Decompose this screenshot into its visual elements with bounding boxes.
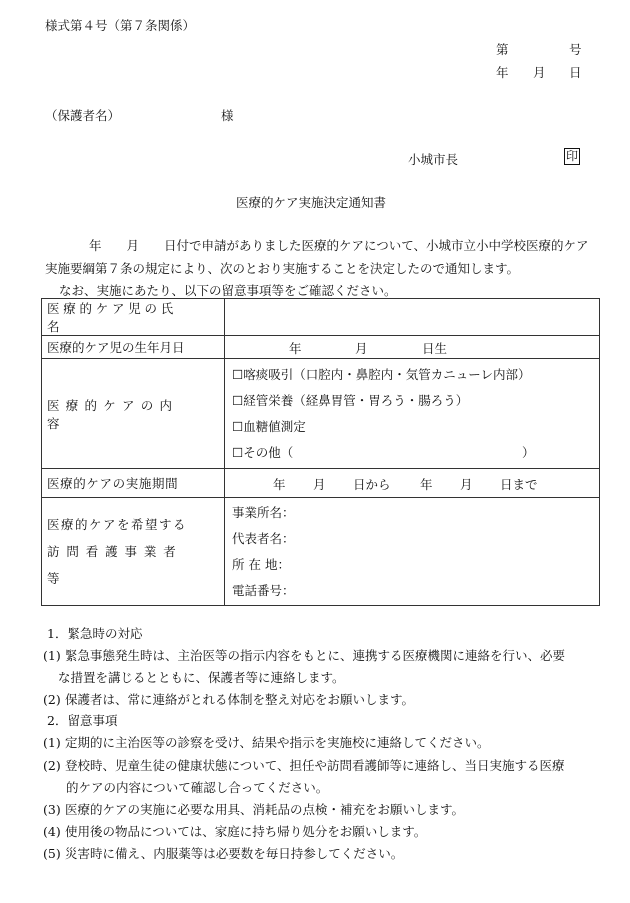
nurse-label-line-1: 医療的ケアを希望する	[47, 517, 188, 532]
name-label: 医療的ケア児の氏名	[47, 301, 178, 334]
section-2-item-2-line-2: 的ケアの内容について確認し合ってください。	[66, 780, 329, 795]
section-1-item-1-number: (1)	[43, 648, 61, 663]
content-item-other-close: ）	[522, 444, 535, 460]
date-day: 日	[569, 65, 582, 80]
period-year-2: 年	[420, 477, 433, 492]
content-label-cell	[42, 359, 225, 469]
period-day-2: 日まで	[500, 477, 538, 492]
period-label: 医療的ケアの実施期間	[47, 476, 179, 491]
recipient-label: （保護者名）	[45, 108, 121, 123]
form-number: 様式第４号（第７条関係）	[45, 18, 196, 33]
section-2-item-3-number: (3)	[43, 802, 61, 817]
section-2-item-4-text: 使用後の物品については、家庭に持ち帰り処分をお願いします。	[65, 824, 427, 839]
doc-number-suffix: 号	[569, 42, 582, 57]
form-table	[41, 298, 600, 606]
doc-number-prefix: 第	[496, 42, 509, 57]
content-item-blood-glucose[interactable]: ☐血糖値測定	[232, 418, 306, 434]
row-content	[42, 359, 600, 469]
period-value-cell[interactable]	[225, 469, 600, 498]
nurse-label-cell	[42, 498, 225, 606]
birth-month: 月	[355, 341, 368, 356]
recipient-honorific: 様	[221, 108, 234, 123]
period-label-cell	[42, 469, 225, 498]
row-period	[42, 469, 600, 498]
period-year-1: 年	[273, 477, 286, 492]
content-item-other-label: ☐その他（	[232, 444, 294, 460]
row-name	[42, 299, 600, 336]
section-2-item-5-number: (5)	[43, 846, 61, 861]
section-2-item-3	[43, 800, 464, 818]
content-item-suction[interactable]: ☐喀痰吸引（口腔内・鼻腔内・気管カニューレ内部）	[232, 366, 531, 382]
section-2-item-3-text: 医療的ケアの実施に必要な用具、消耗品の点検・補充をお願いします。	[65, 802, 465, 817]
body-line-2: 実施要綱第７条の規定により、次のとおり実施することを決定したので通知します。	[45, 261, 520, 276]
birth-label: 医療的ケア児の生年月日	[47, 340, 185, 355]
body-line-3: なお、実施にあたり、以下の留意事項等をご確認ください。	[59, 283, 397, 298]
section-1-title: 1．緊急時の対応	[47, 626, 143, 641]
nurse-label-line-2: 訪問看護事業者等	[47, 544, 183, 586]
section-1-item-2-text: 保護者は、常に連絡がとれる体制を整え対応をお願いします。	[65, 692, 415, 707]
birth-label-cell	[42, 336, 225, 359]
nurse-field-office[interactable]: 事業所名：	[232, 504, 295, 520]
section-1-item-2-number: (2)	[43, 692, 61, 707]
nurse-field-phone[interactable]: 電話番号：	[232, 582, 295, 598]
section-2-item-2-text: 登校時、児童生徒の健康状態について、担任や訪問看護師等に連絡し、当日実施する医療	[65, 758, 565, 773]
name-value-cell[interactable]	[225, 299, 600, 336]
row-nurse	[42, 498, 600, 606]
period-day-1: 日から	[353, 477, 391, 492]
body-line-1: 年 月 日付で申請がありました医療的ケアについて、小城市立小中学校医療的ケア	[89, 238, 589, 253]
section-1-item-2	[43, 690, 414, 708]
birth-year: 年	[289, 341, 302, 356]
content-item-other[interactable]	[232, 440, 599, 466]
section-2-item-4	[43, 822, 426, 840]
section-2-item-1	[43, 733, 490, 751]
period-month-2: 月	[460, 477, 473, 492]
row-birth	[42, 336, 600, 359]
section-1-item-1-line-2: な措置を講じるとともに、保護者等に連絡します。	[58, 670, 345, 685]
content-value-cell	[225, 359, 600, 469]
seal-stamp	[564, 148, 580, 165]
date-year: 年	[496, 65, 509, 80]
date-month: 月	[533, 65, 546, 80]
section-2-item-2-line-1	[43, 756, 565, 774]
section-2-item-4-number: (4)	[43, 824, 61, 839]
birth-day: 日生	[422, 341, 448, 356]
section-1-item-1-line-1	[43, 646, 565, 664]
name-label-cell	[42, 299, 225, 336]
section-2-title: 2．留意事項	[47, 713, 118, 728]
nurse-value-cell	[225, 498, 600, 606]
section-2-item-1-number: (1)	[43, 735, 61, 750]
content-item-tube-feeding[interactable]: ☐経管栄養（経鼻胃管・胃ろう・腸ろう）	[232, 392, 469, 408]
section-2-item-1-text: 定期的に主治医等の診察を受け、結果や指示を実施校に連絡してください。	[65, 735, 490, 750]
seal-mark: 印	[566, 149, 579, 163]
section-2-item-5-text: 災害時に備え、内服薬等は必要数を毎日持参してください。	[65, 846, 404, 861]
section-2-item-5	[43, 844, 403, 862]
period-month-1: 月	[313, 477, 326, 492]
document-title: 医療的ケア実施決定通知書	[236, 195, 387, 210]
section-1-item-1-text: 緊急事態発生時は、主治医等の指示内容をもとに、連携する医療機関に連絡を行い、必要	[65, 648, 566, 663]
content-label: 医療的ケアの内容	[47, 397, 179, 431]
section-2-item-2-number: (2)	[43, 758, 61, 773]
nurse-field-representative[interactable]: 代表者名：	[232, 530, 295, 546]
sender-name: 小城市長	[408, 152, 459, 167]
nurse-field-address[interactable]: 所 在 地：	[232, 556, 290, 572]
birth-value-cell[interactable]	[225, 336, 600, 359]
